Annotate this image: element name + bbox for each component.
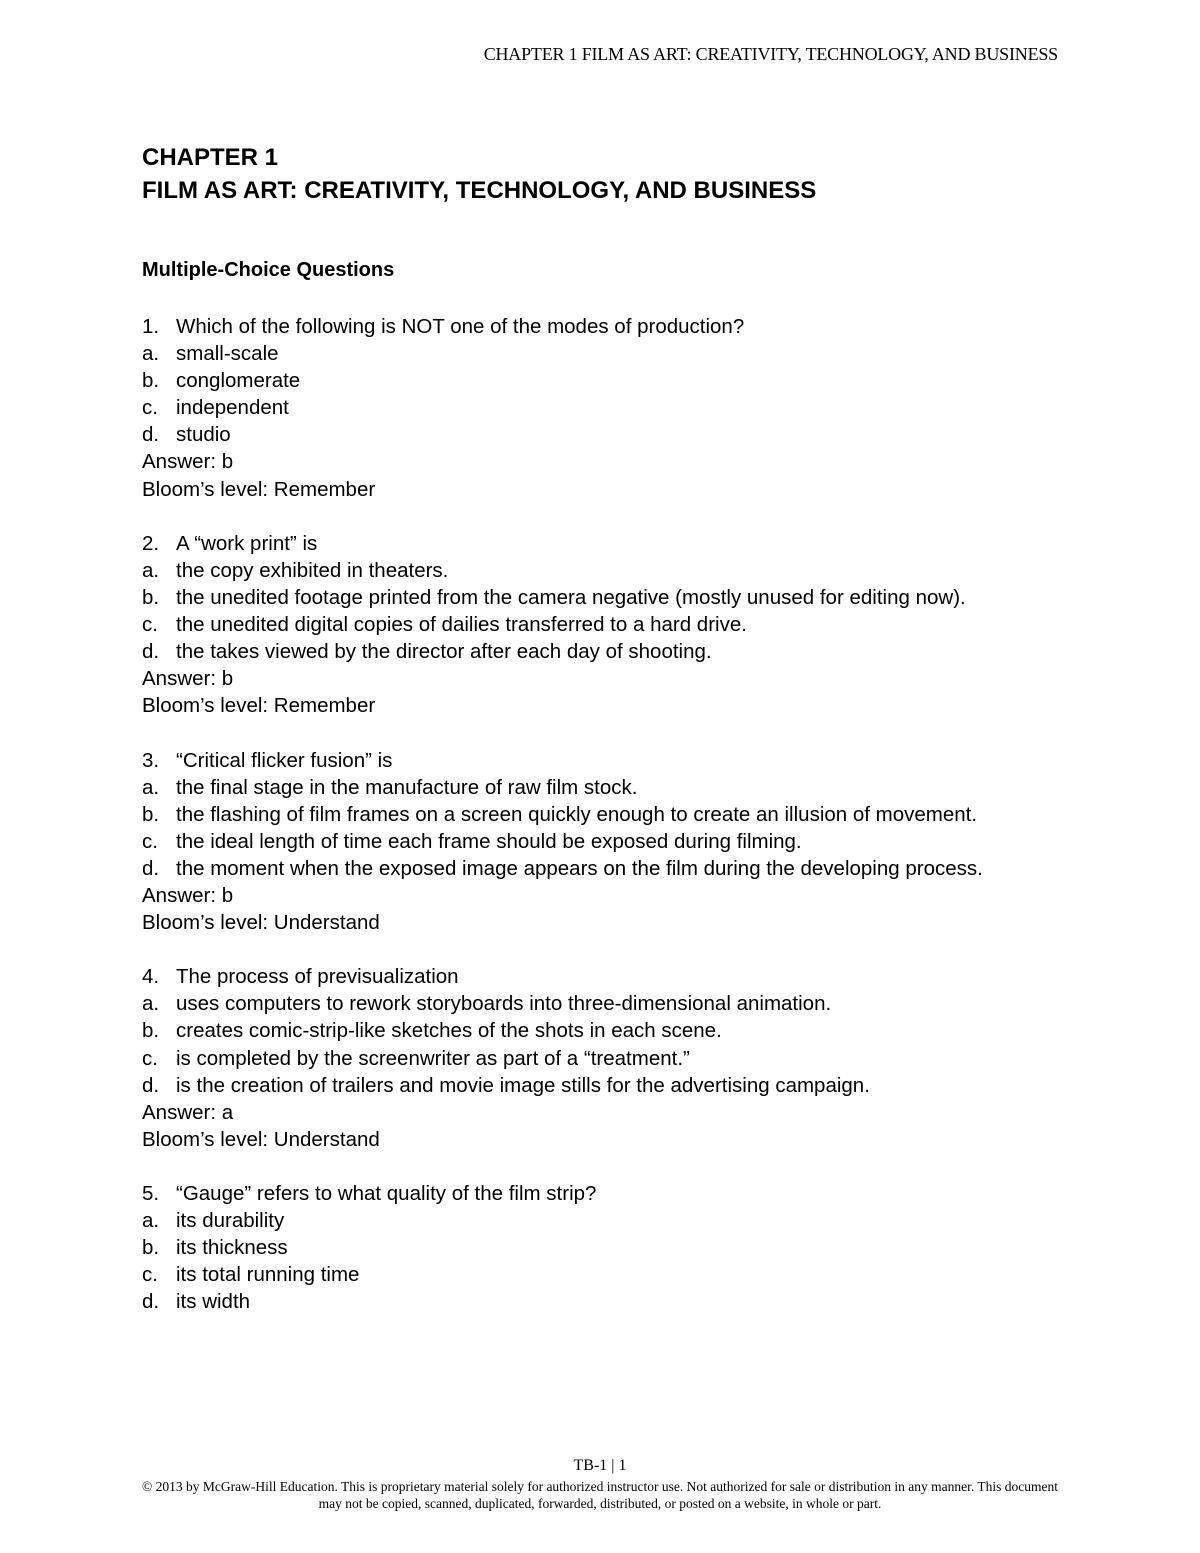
option-letter: c. — [142, 396, 158, 420]
bloom-level: Bloom’s level: Remember — [142, 477, 376, 501]
question-number: 2. — [142, 531, 160, 555]
option-letter: a. — [142, 558, 160, 582]
running-header: CHAPTER 1 FILM AS ART: CREATIVITY, TECHNOLOGY, AND BUSINESS — [483, 44, 1058, 64]
section-heading: Multiple-Choice Questions — [142, 259, 395, 281]
option — [142, 638, 1042, 665]
option — [142, 774, 1042, 801]
option — [142, 1017, 1042, 1044]
option-text: conglomerate — [176, 369, 301, 393]
option-letter: b. — [142, 585, 160, 609]
option-text: creates comic-strip-like sketches of the shots in each scene. — [176, 1019, 722, 1043]
option — [142, 1234, 1042, 1261]
option-text: uses computers to rework storyboards into three-dimensional animation. — [176, 992, 832, 1016]
option-text: the moment when the exposed image appears on the film during the developing process. — [176, 856, 983, 880]
question-stem: “Gauge” refers to what quality of the film strip? — [176, 1182, 597, 1205]
question-stem: “Critical flicker fusion” is — [176, 748, 393, 772]
option — [142, 340, 1042, 367]
question-number: 1. — [142, 315, 160, 338]
question-2 — [142, 530, 1042, 720]
option-text: the unedited footage printed from the camera negative (mostly unused for editing now). — [176, 585, 966, 609]
option-text: is completed by the screenwriter as part of a “treatment.” — [176, 1046, 690, 1070]
option-text: the ideal length of time each frame should be exposed during filming. — [176, 829, 802, 853]
question-number: 4. — [142, 965, 160, 989]
question-5 — [142, 1180, 1042, 1315]
option-letter: d. — [142, 1073, 160, 1097]
option — [142, 1207, 1042, 1234]
option-text: independent — [176, 396, 289, 420]
option-letter: d. — [142, 640, 160, 664]
option-letter: d. — [142, 423, 160, 447]
question-4 — [142, 963, 1042, 1153]
question-stem: Which of the following is NOT one of the modes of production? — [176, 315, 745, 338]
option-text: small-scale — [176, 342, 279, 366]
copyright-notice: © 2013 by McGraw-Hill Education. This is proprietary material solely for authorized instructor use. Not authorized for sale or distribution in any manner. This document may not be copied, scanned, duplicated, forwarded, distributed, or posted on a website, in whole or part. — [142, 1479, 1058, 1511]
option-letter: c. — [142, 829, 158, 853]
option — [142, 801, 1042, 828]
option — [142, 855, 1042, 882]
bloom-level: Bloom’s level: Understand — [142, 911, 380, 935]
option-letter: b. — [142, 1236, 160, 1260]
option — [142, 421, 1042, 448]
question-stem: A “work print” is — [176, 531, 318, 555]
option-text: studio — [176, 423, 231, 447]
option-text: the final stage in the manufacture of raw film stock. — [176, 775, 638, 799]
option-text: its thickness — [176, 1236, 288, 1260]
option-letter: a. — [142, 775, 160, 799]
option — [142, 1045, 1042, 1072]
option — [142, 990, 1042, 1017]
option — [142, 557, 1042, 584]
chapter-number: CHAPTER 1 — [142, 144, 279, 171]
bloom-level: Bloom’s level: Understand — [142, 1127, 380, 1151]
answer: Answer: b — [142, 450, 234, 474]
option — [142, 1072, 1042, 1099]
question-1 — [142, 313, 1042, 503]
option-text: its durability — [176, 1209, 285, 1233]
answer: Answer: b — [142, 667, 234, 691]
option-letter: b. — [142, 1019, 160, 1043]
page-number: TB-1 | 1 — [573, 1457, 627, 1474]
question-number: 3. — [142, 748, 160, 772]
option-letter: c. — [142, 1046, 158, 1070]
answer: Answer: a — [142, 1100, 234, 1124]
question-3 — [142, 747, 1042, 937]
option-letter: b. — [142, 802, 160, 826]
bloom-level: Bloom’s level: Remember — [142, 694, 376, 718]
option-letter: c. — [142, 613, 158, 637]
chapter-title — [142, 141, 816, 207]
option — [142, 1261, 1042, 1288]
question-number: 5. — [142, 1182, 160, 1205]
option-text: the takes viewed by the director after each day of shooting. — [176, 640, 712, 664]
option — [142, 828, 1042, 855]
option-letter: c. — [142, 1263, 158, 1287]
question-list — [142, 313, 1042, 1343]
option — [142, 1288, 1042, 1315]
option-text: the flashing of film frames on a screen quickly enough to create an illusion of movement. — [176, 802, 978, 826]
question-stem: The process of previsualization — [176, 965, 459, 989]
option — [142, 584, 1042, 611]
option-text: is the creation of trailers and movie image stills for the advertising campaign. — [176, 1073, 870, 1097]
option-letter: d. — [142, 856, 160, 880]
chapter-name: FILM AS ART: CREATIVITY, TECHNOLOGY, AND BUSINESS — [142, 177, 817, 204]
option — [142, 611, 1042, 638]
option-letter: b. — [142, 369, 160, 393]
option-letter: a. — [142, 1209, 160, 1233]
option-letter: a. — [142, 342, 160, 366]
option-letter: a. — [142, 992, 160, 1016]
option-text: the copy exhibited in theaters. — [176, 558, 449, 582]
option-letter: d. — [142, 1290, 160, 1314]
option-text: the unedited digital copies of dailies transferred to a hard drive. — [176, 613, 747, 637]
answer: Answer: b — [142, 883, 234, 907]
option-text: its total running time — [176, 1263, 360, 1287]
option — [142, 367, 1042, 394]
option — [142, 394, 1042, 421]
option-text: its width — [176, 1290, 251, 1314]
